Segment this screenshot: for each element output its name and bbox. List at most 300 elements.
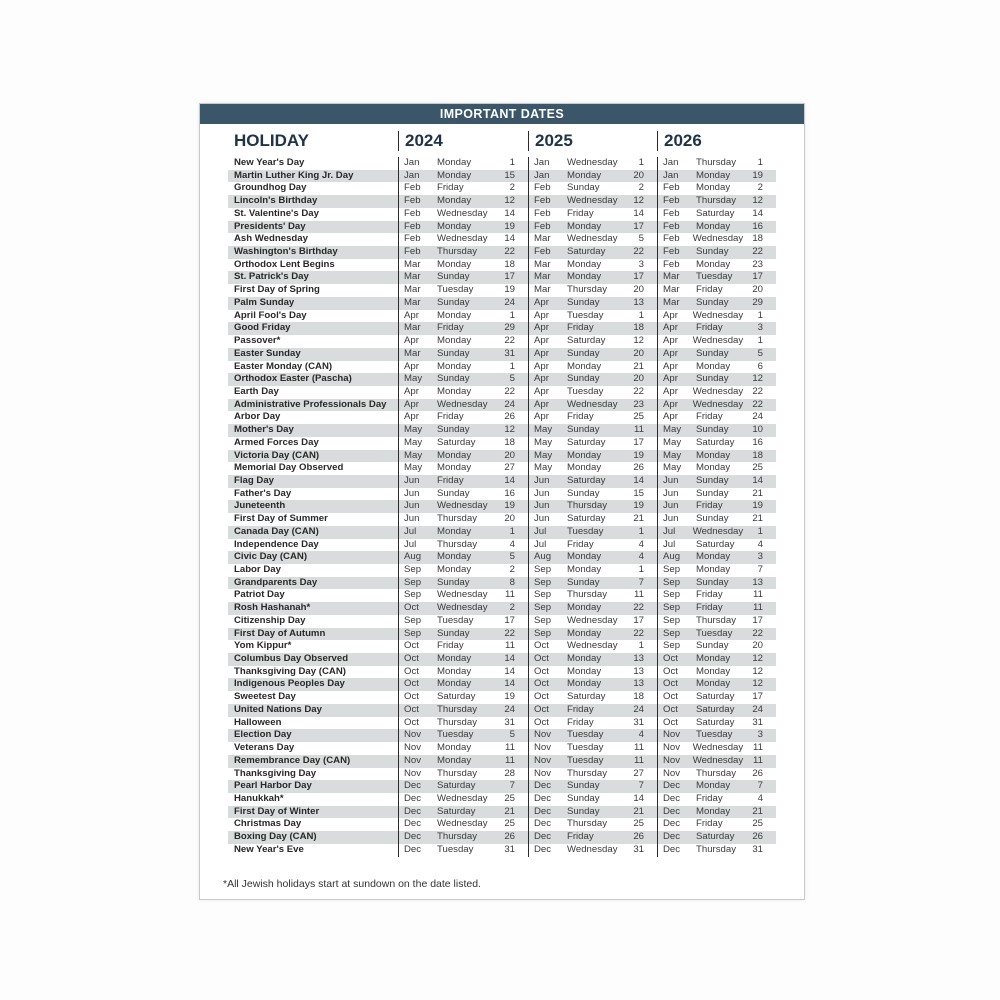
- date-cell: 26: [504, 411, 515, 423]
- year-cell: [657, 182, 776, 195]
- date-cell: 11: [634, 742, 644, 754]
- month-cell: Dec: [534, 843, 552, 855]
- weekday-cell: Sunday: [696, 576, 729, 588]
- year-cell: [657, 742, 776, 755]
- weekday-cell: Sunday: [437, 576, 470, 588]
- date-cell: 11: [505, 742, 515, 754]
- date-cell: 21: [752, 513, 763, 525]
- holiday-name: Easter Sunday: [234, 347, 301, 359]
- date-cell: 24: [633, 703, 644, 715]
- column-header-2024: 2024: [405, 130, 443, 150]
- month-cell: Mar: [534, 233, 551, 245]
- holiday-name: New Year's Day: [234, 157, 305, 168]
- weekday-cell: Sunday: [437, 487, 470, 499]
- month-cell: Mar: [404, 322, 421, 334]
- year-cell: [528, 348, 657, 361]
- holiday-name: Flag Day: [234, 474, 274, 486]
- date-cell: 12: [633, 195, 644, 207]
- date-cell: 25: [633, 818, 644, 830]
- year-cell: [528, 640, 657, 653]
- table-row: [228, 653, 776, 666]
- table-row: [228, 157, 776, 170]
- date-cell: 31: [752, 843, 763, 855]
- date-cell: 1: [509, 525, 515, 537]
- weekday-cell: Sunday: [567, 296, 600, 308]
- date-cell: 26: [504, 831, 515, 843]
- year-cell: [657, 373, 776, 386]
- year-cell: [528, 742, 657, 755]
- table-row: [228, 462, 776, 475]
- table-row: [228, 602, 776, 615]
- month-cell: Feb: [663, 246, 680, 258]
- month-cell: Jun: [534, 500, 550, 512]
- year-cell: [528, 284, 657, 297]
- year-cell: [398, 589, 528, 602]
- year-cell: [657, 284, 776, 297]
- weekday-cell: Monday: [437, 309, 472, 321]
- weekday-cell: Wednesday: [692, 233, 744, 245]
- holiday-name: First Day of Summer: [234, 513, 328, 525]
- year-cell: [528, 704, 657, 717]
- table-row: [228, 233, 776, 246]
- weekday-cell: Wednesday: [437, 500, 488, 512]
- month-cell: Apr: [663, 411, 678, 423]
- month-cell: Apr: [663, 385, 678, 397]
- weekday-cell: Wednesday: [437, 792, 488, 804]
- weekday-cell: Wednesday: [692, 398, 744, 410]
- date-cell: 6: [757, 360, 763, 372]
- month-cell: Jun: [663, 500, 679, 512]
- holiday-name: Yom Kippur*: [234, 640, 292, 652]
- date-cell: 22: [633, 385, 644, 397]
- year-cell: [398, 640, 528, 653]
- month-cell: Aug: [663, 551, 681, 563]
- date-cell: 18: [752, 449, 763, 461]
- table-row: [228, 475, 776, 488]
- month-cell: Jun: [404, 487, 420, 499]
- year-cell: [657, 513, 776, 526]
- weekday-cell: Monday: [696, 462, 731, 474]
- year-cell: [528, 437, 657, 450]
- holiday-name: Election Day: [234, 729, 292, 741]
- weekday-cell: Friday: [567, 322, 594, 334]
- weekday-cell: Saturday: [567, 474, 606, 486]
- weekday-cell: Thursday: [567, 767, 607, 779]
- date-cell: 24: [504, 703, 515, 715]
- year-cell: [528, 246, 657, 259]
- year-cell: [528, 844, 657, 857]
- weekday-cell: Friday: [437, 640, 464, 652]
- weekday-cell: Monday: [696, 449, 731, 461]
- weekday-cell: Monday: [437, 220, 472, 232]
- month-cell: Mar: [663, 284, 680, 296]
- year-cell: [528, 678, 657, 691]
- weekday-cell: Monday: [567, 258, 602, 270]
- weekday-cell: Sunday: [567, 182, 600, 194]
- month-cell: Nov: [534, 742, 552, 754]
- date-cell: 21: [752, 487, 763, 499]
- date-cell: 5: [509, 729, 515, 741]
- date-cell: 11: [505, 640, 515, 652]
- date-cell: 22: [752, 385, 763, 397]
- month-cell: Jan: [404, 157, 420, 168]
- year-cell: [657, 526, 776, 539]
- holiday-name: Hanukkah*: [234, 792, 284, 804]
- month-cell: Oct: [663, 678, 678, 690]
- date-cell: 3: [757, 729, 763, 741]
- month-cell: Dec: [404, 831, 422, 843]
- month-cell: Apr: [663, 398, 678, 410]
- date-cell: 26: [633, 462, 644, 474]
- weekday-cell: Sunday: [696, 513, 729, 525]
- date-cell: 23: [752, 258, 763, 270]
- date-cell: 10: [752, 424, 763, 436]
- weekday-cell: Monday: [437, 678, 472, 690]
- holiday-name: Labor Day: [234, 564, 281, 575]
- weekday-cell: Wednesday: [567, 195, 618, 207]
- table-row: [228, 628, 776, 641]
- weekday-cell: Thursday: [437, 767, 477, 779]
- table-row: [228, 373, 776, 386]
- weekday-cell: Thursday: [437, 513, 477, 525]
- year-cell: [398, 411, 528, 424]
- month-cell: Sep: [404, 614, 422, 626]
- holiday-name: St. Valentine's Day: [234, 207, 319, 219]
- year-cell: [398, 678, 528, 691]
- month-cell: Feb: [663, 195, 680, 207]
- month-cell: Mar: [534, 284, 551, 296]
- month-cell: Jul: [534, 525, 547, 537]
- date-cell: 17: [752, 271, 763, 283]
- month-cell: Sep: [663, 589, 681, 601]
- month-cell: Oct: [404, 716, 419, 728]
- column-header-holiday: HOLIDAY: [234, 130, 309, 150]
- year-cell: [398, 170, 528, 183]
- weekday-cell: Monday: [696, 360, 731, 372]
- weekday-cell: Friday: [567, 207, 594, 219]
- date-cell: 14: [504, 207, 515, 219]
- year-cell: [657, 488, 776, 501]
- year-cell: [657, 386, 776, 399]
- weekday-cell: Wednesday: [567, 398, 618, 410]
- month-cell: Apr: [534, 335, 549, 347]
- date-cell: 20: [504, 513, 515, 525]
- year-cell: [398, 500, 528, 513]
- month-cell: Apr: [663, 335, 678, 347]
- table-row: [228, 513, 776, 526]
- weekday-cell: Sunday: [696, 246, 729, 258]
- weekday-cell: Monday: [696, 258, 731, 270]
- date-cell: 11: [753, 589, 763, 601]
- date-cell: 2: [757, 182, 763, 194]
- table-row: [228, 615, 776, 628]
- year-cell: [657, 717, 776, 730]
- year-cell: [657, 297, 776, 310]
- weekday-cell: Monday: [437, 653, 472, 665]
- month-cell: Sep: [534, 614, 552, 626]
- date-cell: 20: [752, 284, 763, 296]
- month-cell: Sep: [404, 627, 422, 639]
- date-cell: 17: [633, 436, 644, 448]
- weekday-cell: Sunday: [437, 373, 470, 385]
- date-cell: 20: [633, 169, 644, 181]
- table-row: [228, 297, 776, 310]
- weekday-cell: Saturday: [696, 538, 735, 550]
- weekday-cell: Monday: [437, 258, 472, 270]
- month-cell: Apr: [534, 385, 549, 397]
- year-cell: [528, 768, 657, 781]
- table-row: [228, 411, 776, 424]
- date-cell: 22: [504, 385, 515, 397]
- year-cell: [657, 564, 776, 577]
- year-cell: [528, 564, 657, 577]
- month-cell: Dec: [534, 831, 552, 843]
- weekday-cell: Wednesday: [692, 385, 744, 397]
- month-cell: Apr: [404, 398, 419, 410]
- table-row: [228, 666, 776, 679]
- holiday-name: Juneteenth: [234, 500, 286, 512]
- month-cell: Apr: [534, 309, 549, 321]
- month-cell: Feb: [404, 233, 421, 245]
- month-cell: Sep: [534, 602, 552, 614]
- year-cell: [657, 424, 776, 437]
- month-cell: Mar: [534, 258, 551, 270]
- table-row: [228, 348, 776, 361]
- month-cell: Mar: [404, 284, 421, 296]
- date-cell: 1: [638, 564, 644, 575]
- column-header-2026: 2026: [664, 130, 702, 150]
- year-cell: [657, 691, 776, 704]
- date-cell: 22: [752, 246, 763, 258]
- table-row: [228, 729, 776, 742]
- date-cell: 2: [638, 182, 644, 194]
- holiday-name: Remembrance Day (CAN): [234, 754, 351, 766]
- weekday-cell: Wednesday: [567, 843, 618, 855]
- holiday-name: Sweetest Day: [234, 691, 296, 703]
- month-cell: Sep: [663, 640, 681, 652]
- month-cell: Jan: [534, 157, 550, 168]
- date-cell: 14: [633, 792, 644, 804]
- holiday-name: Thanksgiving Day (CAN): [234, 665, 346, 677]
- year-cell: [398, 437, 528, 450]
- year-cell: [398, 322, 528, 335]
- month-cell: Dec: [404, 792, 422, 804]
- month-cell: Feb: [663, 258, 680, 270]
- date-cell: 14: [504, 665, 515, 677]
- month-cell: Nov: [404, 754, 422, 766]
- year-cell: [398, 386, 528, 399]
- weekday-cell: Monday: [696, 653, 731, 665]
- year-cell: [398, 450, 528, 463]
- holiday-name: First Day of Autumn: [234, 627, 326, 639]
- date-cell: 12: [752, 653, 763, 665]
- weekday-cell: Friday: [567, 538, 594, 550]
- weekday-cell: Friday: [567, 716, 594, 728]
- date-cell: 4: [757, 538, 763, 550]
- weekday-cell: Sunday: [696, 487, 729, 499]
- column-header-2025: 2025: [535, 130, 573, 150]
- holiday-name: Victoria Day (CAN): [234, 449, 320, 461]
- date-cell: 23: [633, 398, 644, 410]
- weekday-cell: Thursday: [437, 831, 477, 843]
- month-cell: Apr: [663, 322, 678, 334]
- weekday-cell: Thursday: [437, 246, 477, 258]
- year-cell: [398, 755, 528, 768]
- year-cell: [398, 526, 528, 539]
- date-cell: 12: [752, 373, 763, 385]
- month-cell: May: [663, 424, 682, 436]
- year-cell: [398, 704, 528, 717]
- month-cell: Oct: [404, 640, 419, 652]
- weekday-cell: Friday: [567, 411, 594, 423]
- weekday-cell: Thursday: [696, 195, 736, 207]
- month-cell: Feb: [663, 207, 680, 219]
- date-cell: 5: [757, 347, 763, 359]
- weekday-cell: Tuesday: [567, 754, 604, 766]
- weekday-cell: Monday: [437, 169, 472, 181]
- weekday-cell: Monday: [696, 780, 731, 792]
- year-cell: [528, 259, 657, 272]
- year-cell: [528, 221, 657, 234]
- date-cell: 11: [505, 589, 515, 601]
- column-header-row: [228, 124, 776, 157]
- holiday-name: Citizenship Day: [234, 614, 306, 626]
- month-cell: Apr: [404, 385, 419, 397]
- date-cell: 20: [752, 640, 763, 652]
- year-cell: [398, 768, 528, 781]
- weekday-cell: Sunday: [696, 424, 729, 436]
- year-cell: [657, 170, 776, 183]
- year-cell: [657, 450, 776, 463]
- year-cell: [528, 335, 657, 348]
- weekday-cell: Friday: [567, 831, 594, 843]
- month-cell: Feb: [404, 182, 421, 194]
- holiday-name: United Nations Day: [234, 703, 322, 715]
- table-row: [228, 577, 776, 590]
- weekday-cell: Sunday: [567, 424, 600, 436]
- year-cell: [657, 704, 776, 717]
- holiday-name: Passover*: [234, 335, 281, 347]
- weekday-cell: Sunday: [696, 640, 729, 652]
- month-cell: Jul: [663, 538, 676, 550]
- weekday-cell: Saturday: [437, 691, 476, 703]
- date-cell: 11: [634, 589, 644, 601]
- holiday-name: Lincoln's Birthday: [234, 195, 318, 207]
- table-row: [228, 500, 776, 513]
- month-cell: Jan: [663, 157, 679, 168]
- weekday-cell: Tuesday: [437, 729, 474, 741]
- date-cell: 24: [504, 398, 515, 410]
- month-cell: May: [404, 449, 423, 461]
- weekday-cell: Wednesday: [692, 742, 744, 754]
- holiday-name: Good Friday: [234, 322, 291, 334]
- month-cell: Dec: [663, 843, 681, 855]
- month-cell: Apr: [404, 335, 419, 347]
- year-cell: [528, 462, 657, 475]
- weekday-cell: Monday: [696, 220, 731, 232]
- holiday-name: Boxing Day (CAN): [234, 831, 317, 843]
- page-title: IMPORTANT DATES: [439, 107, 565, 121]
- holiday-name: Patriot Day: [234, 589, 285, 601]
- date-cell: 20: [504, 449, 515, 461]
- year-cell: [528, 602, 657, 615]
- year-cell: [528, 755, 657, 768]
- weekday-cell: Monday: [696, 678, 731, 690]
- date-cell: 25: [752, 462, 763, 474]
- date-cell: 17: [633, 220, 644, 232]
- year-cell: [528, 729, 657, 742]
- weekday-cell: Monday: [567, 360, 602, 372]
- weekday-cell: Monday: [696, 169, 731, 181]
- weekday-cell: Monday: [567, 220, 602, 232]
- month-cell: Dec: [404, 843, 422, 855]
- date-cell: 14: [504, 474, 515, 486]
- weekday-cell: Sunday: [567, 805, 600, 817]
- month-cell: Nov: [404, 742, 422, 754]
- weekday-cell: Tuesday: [567, 742, 604, 754]
- year-cell: [657, 348, 776, 361]
- year-cell: [657, 831, 776, 844]
- date-cell: 22: [504, 627, 515, 639]
- date-cell: 4: [638, 551, 644, 563]
- year-cell: [657, 666, 776, 679]
- month-cell: Dec: [663, 818, 681, 830]
- date-cell: 31: [504, 843, 515, 855]
- month-cell: May: [663, 436, 682, 448]
- month-cell: Oct: [404, 678, 419, 690]
- month-cell: Oct: [534, 716, 549, 728]
- year-cell: [657, 246, 776, 259]
- date-cell: 11: [753, 602, 763, 614]
- year-cell: [528, 373, 657, 386]
- month-cell: Apr: [663, 309, 678, 321]
- holiday-name: Pearl Harbor Day: [234, 780, 312, 792]
- holiday-name: Armed Forces Day: [234, 436, 319, 448]
- year-cell: [657, 208, 776, 221]
- year-cell: [398, 221, 528, 234]
- year-cell: [528, 361, 657, 374]
- table-row: [228, 488, 776, 501]
- year-cell: [528, 182, 657, 195]
- date-cell: 1: [638, 157, 644, 168]
- date-cell: 22: [504, 246, 515, 258]
- weekday-cell: Wednesday: [437, 589, 488, 601]
- weekday-cell: Sunday: [437, 271, 470, 283]
- year-cell: [657, 195, 776, 208]
- holiday-name: April Fool's Day: [234, 309, 307, 321]
- month-cell: Aug: [534, 551, 552, 563]
- year-cell: [657, 500, 776, 513]
- holiday-name: Administrative Professionals Day: [234, 398, 387, 410]
- month-cell: Nov: [534, 767, 552, 779]
- month-cell: Apr: [663, 347, 678, 359]
- year-cell: [398, 615, 528, 628]
- holiday-name: First Day of Spring: [234, 284, 320, 296]
- table-row: [228, 182, 776, 195]
- holiday-name: Ash Wednesday: [234, 233, 308, 245]
- month-cell: Oct: [534, 678, 549, 690]
- year-cell: [398, 271, 528, 284]
- year-cell: [398, 488, 528, 501]
- date-cell: 11: [634, 424, 644, 436]
- date-cell: 17: [633, 271, 644, 283]
- weekday-cell: Friday: [437, 474, 464, 486]
- year-cell: [398, 691, 528, 704]
- weekday-cell: Monday: [437, 462, 472, 474]
- holiday-name: Civic Day (CAN): [234, 551, 308, 563]
- holiday-name: Independence Day: [234, 538, 319, 550]
- date-cell: 3: [638, 258, 644, 270]
